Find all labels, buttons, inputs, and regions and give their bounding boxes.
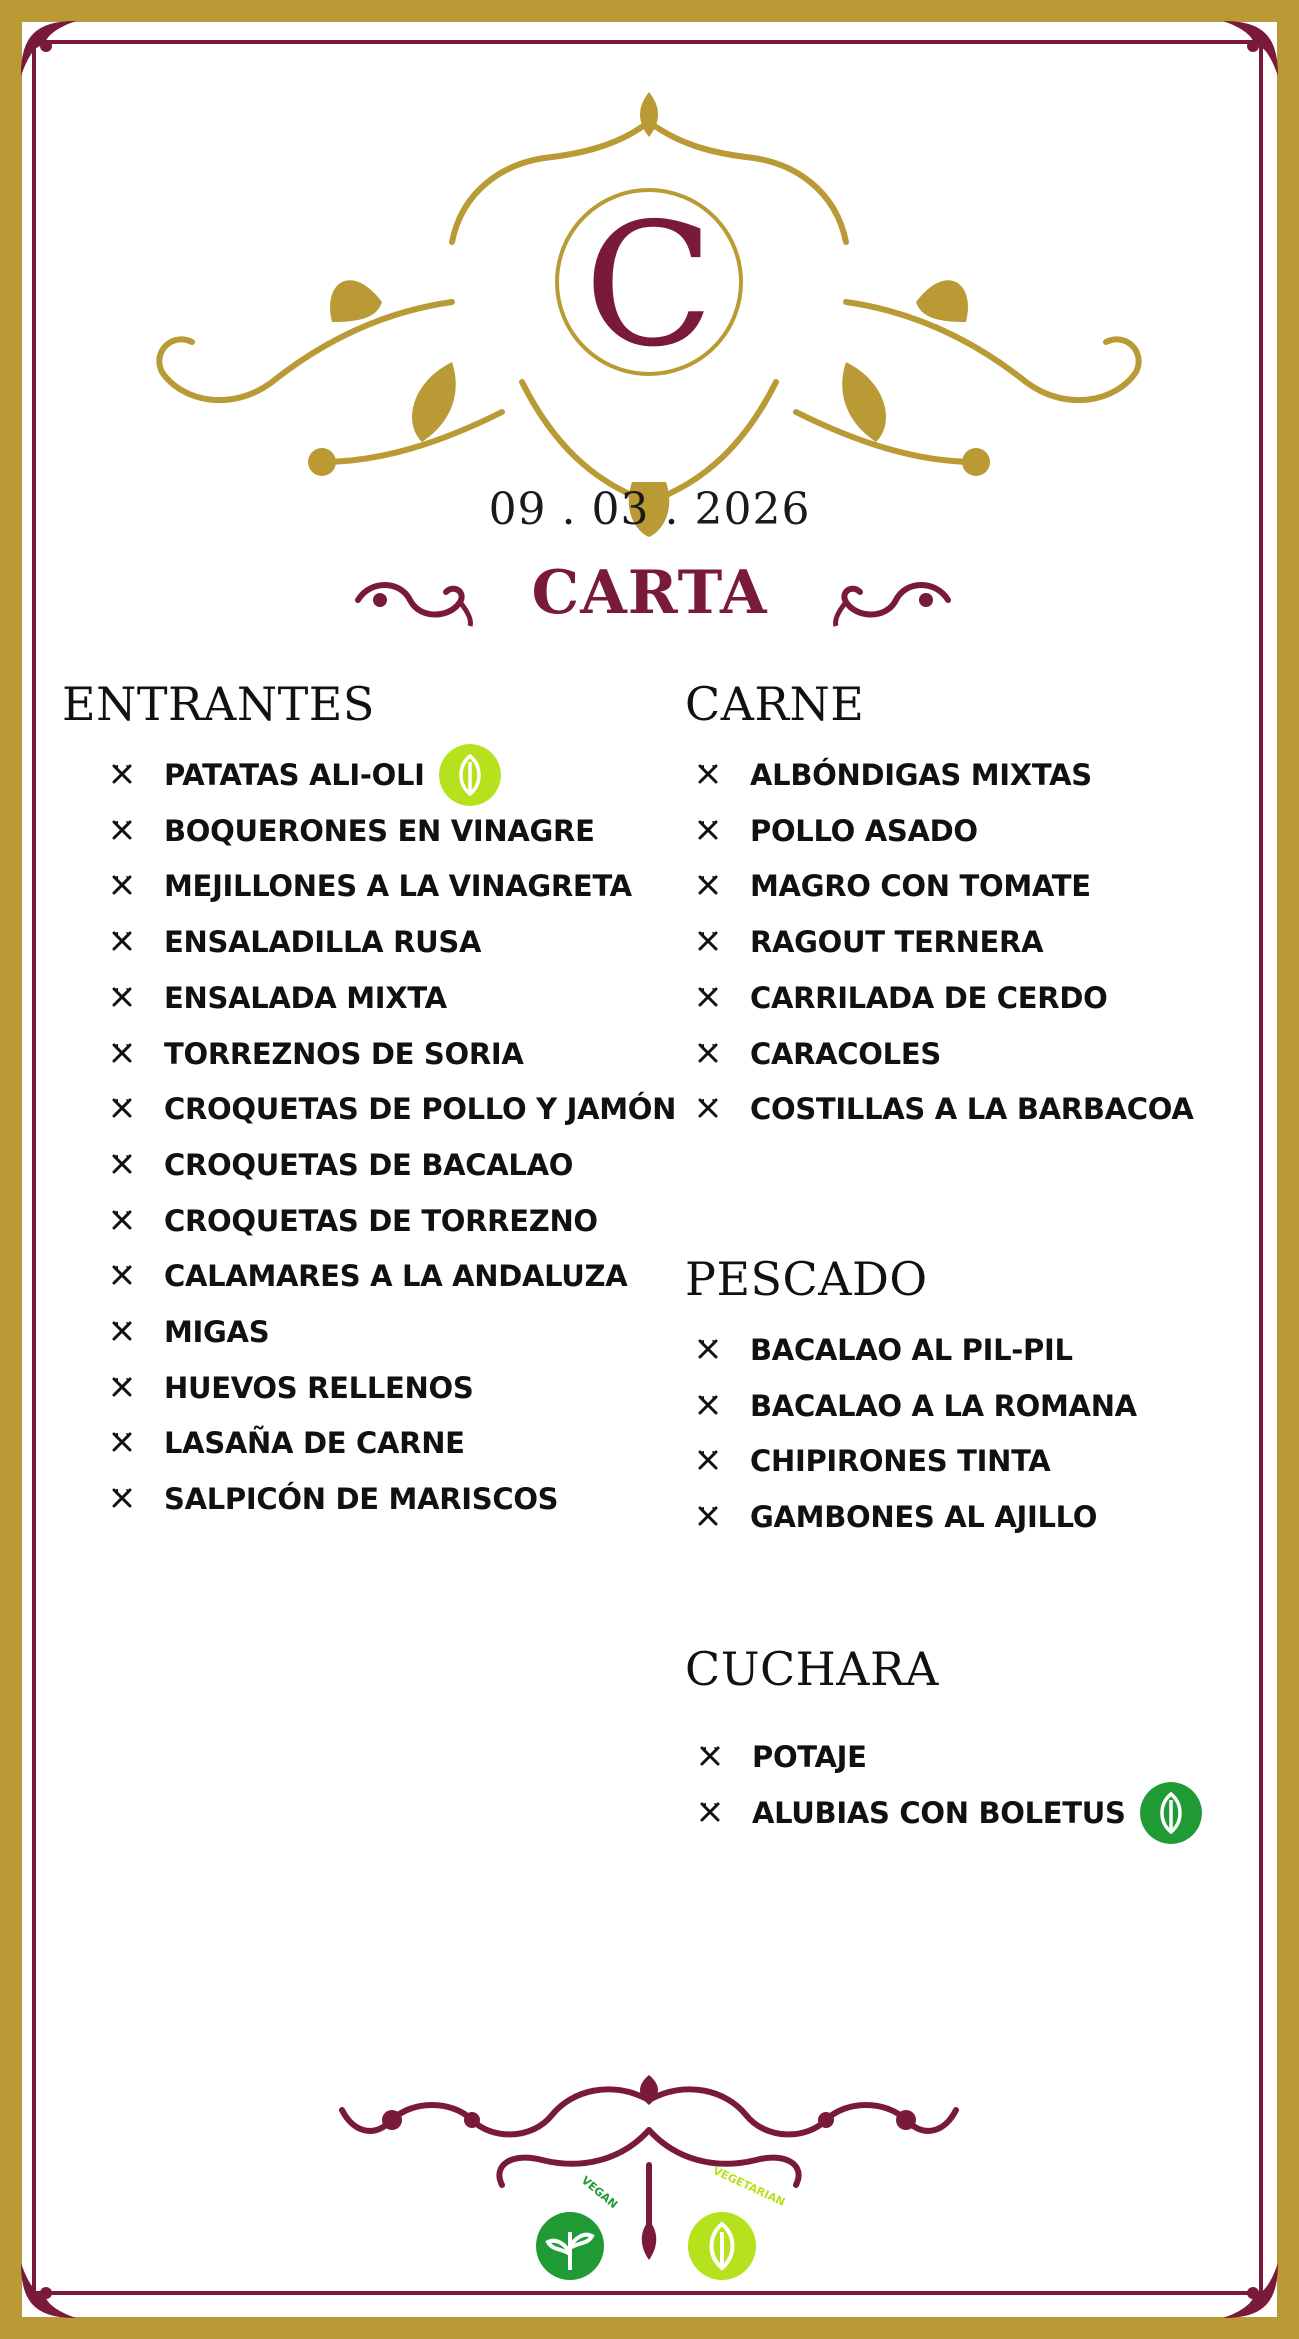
cutlery-icon <box>110 1097 134 1121</box>
menu-item <box>110 811 595 851</box>
menu-item-label: POLLO ASADO <box>750 813 978 848</box>
cutlery-icon <box>110 1153 134 1177</box>
menu-item <box>696 922 1043 962</box>
section-title-entrantes: ENTRANTES <box>62 677 375 731</box>
cutlery-icon <box>696 763 720 787</box>
menu-item-label: CROQUETAS DE POLLO Y JAMÓN <box>164 1092 677 1127</box>
menu-item <box>110 1034 524 1074</box>
menu-item-label: BACALAO A LA ROMANA <box>750 1388 1137 1423</box>
vegetarian-legend <box>682 2164 788 2287</box>
cutlery-icon <box>696 1394 720 1418</box>
cutlery-icon <box>696 1097 720 1121</box>
monogram-crest <box>122 82 1177 542</box>
menu-item-label: GAMBONES AL AJILLO <box>750 1500 1098 1535</box>
cutlery-icon <box>110 1320 134 1344</box>
menu-item <box>110 1201 598 1241</box>
corner-ornament-icon <box>16 2253 86 2323</box>
menu-item-label: LASAÑA DE CARNE <box>164 1426 465 1461</box>
menu-item-label: CROQUETAS DE BACALAO <box>164 1147 574 1182</box>
menu-item-label: CHIPIRONES TINTA <box>750 1444 1051 1479</box>
menu-item-label: BACALAO AL PIL-PIL <box>750 1333 1073 1367</box>
menu-item <box>696 1386 1137 1426</box>
section-title-cuchara: CUCHARA <box>685 1642 939 1696</box>
menu-item-label: CARACOLES <box>750 1036 941 1071</box>
menu-item <box>696 1330 1073 1370</box>
menu-item-label: PATATAS ALI-OLI <box>164 758 425 792</box>
menu-item-label: ALBÓNDIGAS MIXTAS <box>750 758 1092 792</box>
corner-ornament-icon <box>1213 2253 1283 2323</box>
vegetarian-label: VEGETARIAN <box>710 2164 788 2209</box>
flourish-right-icon <box>826 572 956 628</box>
menu-item <box>696 755 1092 795</box>
section-title-carne: CARNE <box>685 677 865 731</box>
vegan-legend <box>530 2173 620 2287</box>
menu-item <box>698 1793 1202 1833</box>
menu-item <box>696 1034 941 1074</box>
menu-title: CARTA <box>531 558 768 628</box>
cutlery-icon <box>110 986 134 1010</box>
cutlery-icon <box>696 1449 720 1473</box>
cutlery-icon <box>110 1042 134 1066</box>
menu-item-label: CARRILADA DE CERDO <box>750 980 1108 1015</box>
menu-item <box>110 922 481 962</box>
menu-item <box>110 1479 558 1519</box>
leaf-icon <box>682 2202 762 2282</box>
cutlery-icon <box>696 819 720 843</box>
menu-item <box>110 866 632 906</box>
menu-item-label: MEJILLONES A LA VINAGRETA <box>164 869 632 904</box>
bottom-ornament <box>332 2070 967 2270</box>
menu-item-label: HUEVOS RELLENOS <box>164 1370 474 1405</box>
cutlery-icon <box>110 1376 134 1400</box>
cutlery-icon <box>110 1264 134 1288</box>
cutlery-icon <box>110 819 134 843</box>
cutlery-icon <box>110 763 134 787</box>
menu-item <box>110 1145 573 1185</box>
leaf-icon <box>439 744 501 806</box>
menu-item-label: COSTILLAS A LA BARBACOA <box>750 1092 1194 1127</box>
menu-item <box>110 978 447 1018</box>
menu-item <box>110 755 501 795</box>
vegan-label: VEGAN <box>578 2173 620 2212</box>
menu-item <box>696 866 1091 906</box>
cutlery-icon <box>696 986 720 1010</box>
menu-title-row <box>22 558 1277 638</box>
cutlery-icon <box>696 930 720 954</box>
menu-item <box>696 1497 1097 1537</box>
cutlery-icon <box>110 874 134 898</box>
section-title-pescado: PESCADO <box>685 1252 928 1306</box>
menu-item-label: CALAMARES A LA ANDALUZA <box>164 1259 628 1294</box>
cutlery-icon <box>698 1745 722 1769</box>
menu-date: 09 . 03 . 2026 <box>488 484 811 535</box>
menu-item <box>696 1441 1050 1481</box>
cutlery-icon <box>696 1338 720 1362</box>
cutlery-icon <box>696 874 720 898</box>
menu-item-label: MAGRO CON TOMATE <box>750 869 1091 904</box>
menu-item-label: ENSALADILLA RUSA <box>164 925 482 960</box>
cutlery-icon <box>110 1431 134 1455</box>
cutlery-icon <box>696 1042 720 1066</box>
menu-item <box>696 811 978 851</box>
cutlery-icon <box>110 930 134 954</box>
menu-item-label: ALUBIAS CON BOLETUS <box>752 1796 1126 1830</box>
cutlery-icon <box>110 1209 134 1233</box>
menu-item <box>696 978 1107 1018</box>
plant-icon <box>530 2202 610 2282</box>
menu-item-label: BOQUERONES EN VINAGRE <box>164 813 595 848</box>
menu-page <box>22 22 1277 2317</box>
menu-item-label: MIGAS <box>164 1315 270 1349</box>
cutlery-icon <box>696 1505 720 1529</box>
menu-item <box>696 1089 1193 1129</box>
menu-item-label: CROQUETAS DE TORREZNO <box>164 1203 598 1238</box>
menu-item-label: ENSALADA MIXTA <box>164 980 447 1015</box>
menu-item <box>110 1423 465 1463</box>
menu-item <box>698 1737 867 1777</box>
menu-item-label: SALPICÓN DE MARISCOS <box>164 1482 559 1517</box>
menu-item-label: TORREZNOS DE SORIA <box>164 1036 524 1071</box>
menu-item <box>110 1089 676 1129</box>
menu-item <box>110 1312 269 1352</box>
menu-item <box>110 1256 627 1296</box>
corner-ornament-icon <box>1213 16 1283 86</box>
menu-item-label: RAGOUT TERNERA <box>750 925 1044 960</box>
monogram-letter: C <box>583 187 715 385</box>
cutlery-icon <box>110 1487 134 1511</box>
corner-ornament-icon <box>16 16 86 86</box>
plant-icon <box>1140 1782 1202 1844</box>
cutlery-icon <box>698 1801 722 1825</box>
menu-item <box>110 1368 473 1408</box>
menu-item-label: POTAJE <box>752 1740 867 1774</box>
